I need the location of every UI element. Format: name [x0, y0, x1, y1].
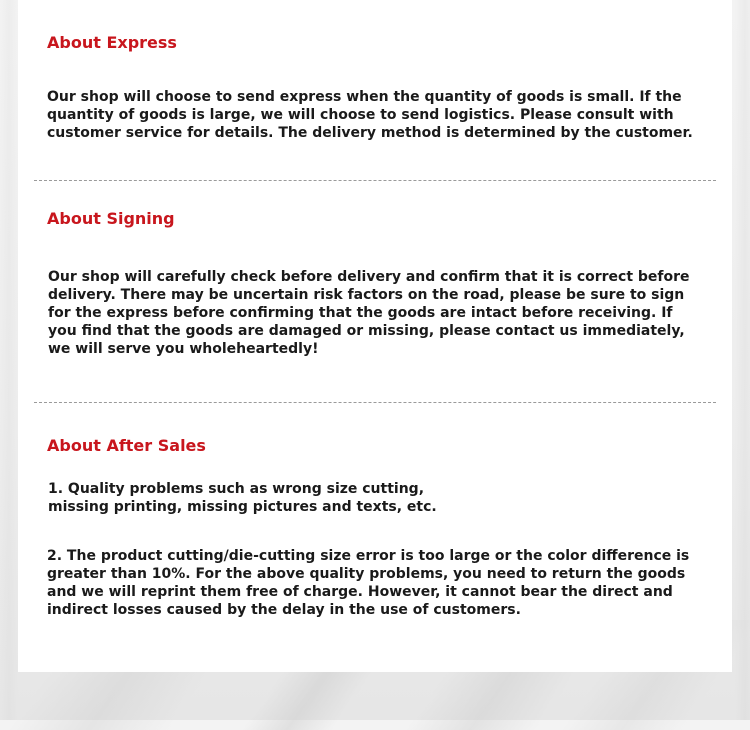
express-title: About Express: [47, 33, 177, 52]
express-section: [18, 0, 732, 180]
background-streak: [0, 0, 18, 720]
after-sales-section: [18, 403, 732, 663]
background-streak: [735, 0, 750, 720]
after-sales-title: About After Sales: [47, 436, 206, 455]
info-card: [18, 0, 732, 672]
express-body: Our shop will choose to send express when the quantity of goods is small. If the quantity of goods is large, we will choose to send logistics. Please consult with customer service for details. The delivery method is determined by the customer.: [47, 89, 693, 141]
signing-body: Our shop will carefully check before delivery and confirm that it is correct before delivery. There may be uncertain risk factors on the road, please be sure to sign for the express before confirming that the goods are intact before receiving. If you find that the goods are damaged or missing, please contact us immediately, we will serve you wholeheartedly!: [48, 269, 690, 357]
signing-title: About Signing: [47, 209, 175, 228]
signing-section: [18, 181, 732, 401]
after-sales-point-1: 1. Quality problems such as wrong size cutting, missing printing, missing pictures and texts, etc.: [48, 481, 437, 515]
after-sales-point-2: 2. The product cutting/die-cutting size error is too large or the color difference is greater than 10%. For the above quality problems, you need to return the goods and we will reprint them free of charge. However, it cannot bear the direct and indirect losses caused by the delay in the use of customers.: [47, 548, 690, 618]
